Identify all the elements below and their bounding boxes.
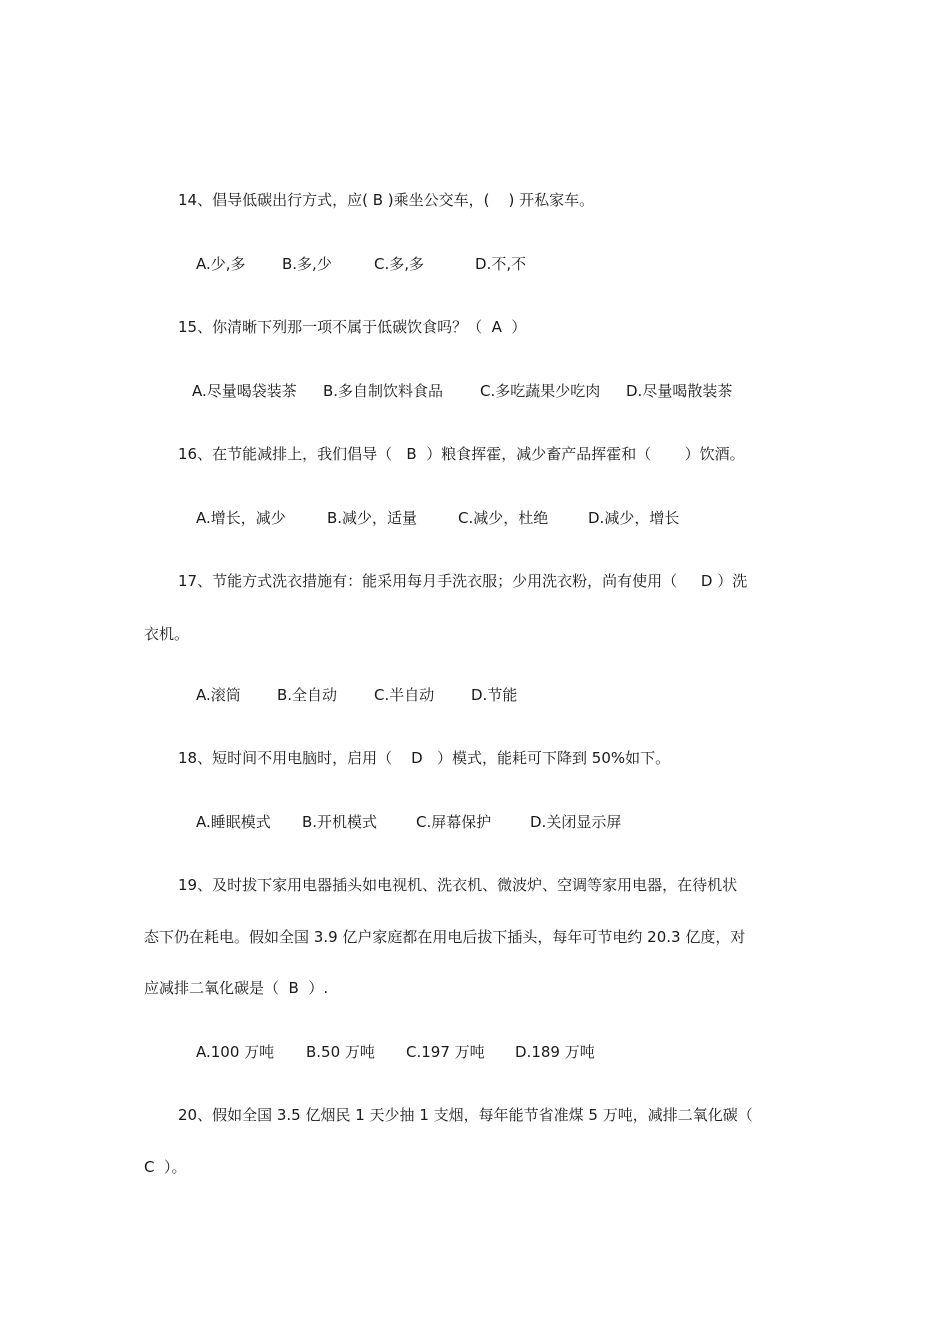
question-14-text: 14、倡导低碳出行方式，应( B )乘坐公交车，( ) 开私家车。 — [178, 191, 595, 209]
question-18-option-d: D.关闭显示屏 — [530, 813, 622, 831]
question-19-option-a: A.100 万吨 — [196, 1043, 275, 1061]
question-16-option-a: A.增长，减少 — [196, 509, 286, 527]
question-15-option-d: D.尽量喝散装茶 — [626, 382, 733, 400]
question-14-option-c: C.多,多 — [374, 255, 425, 273]
question-20-text: 20、假如全国 3.5 亿烟民 1 天少抽 1 支烟，每年能节省准煤 5 万吨，减排二氧化碳（ — [178, 1106, 753, 1124]
question-20-text-continued: C ）。 — [144, 1158, 187, 1176]
question-17-text-continued: 衣机。 — [144, 625, 190, 643]
question-17-option-c: C.半自动 — [374, 686, 435, 704]
question-19-option-b: B.50 万吨 — [306, 1043, 375, 1061]
question-14-option-b: B.多,少 — [282, 255, 332, 273]
question-18-option-a: A.睡眠模式 — [196, 813, 271, 831]
question-18-option-b: B.开机模式 — [302, 813, 378, 831]
question-19-text-continued-1: 态下仍在耗电。假如全国 3.9 亿户家庭都在用电后拔下插头，每年可节电约 20.3 亿度，对 — [144, 928, 746, 946]
question-19-text: 19、及时拔下家用电器插头如电视机、洗衣机、微波炉、空调等家用电器，在待机状 — [178, 876, 738, 894]
question-15-option-b: B.多自制饮料食品 — [323, 382, 444, 400]
question-14-option-a: A.少,多 — [196, 255, 246, 273]
question-17-option-a: A.滚筒 — [196, 686, 241, 704]
question-19-text-continued-2: 应减排二氧化碳是（ B ）. — [144, 979, 329, 997]
question-16-option-d: D.减少，增长 — [588, 509, 680, 527]
question-14-option-d: D.不,不 — [475, 255, 527, 273]
question-15-option-c: C.多吃蔬果少吃肉 — [480, 382, 601, 400]
question-15-option-a: A.尽量喝袋装茶 — [192, 382, 297, 400]
question-16-text: 16、在节能减排上，我们倡导（ B ）粮食挥霍，减少畜产品挥霍和（ ）饮酒。 — [178, 445, 745, 463]
question-15-text: 15、你清晰下列那一项不属于低碳饮食吗？（ A ） — [178, 318, 527, 336]
question-17-text: 17、节能方式洗衣措施有：能采用每月手洗衣服；少用洗衣粉，尚有使用（ D ）洗 — [178, 572, 748, 590]
question-16-option-b: B.减少，适量 — [327, 509, 418, 527]
question-17-option-b: B.全自动 — [277, 686, 338, 704]
question-18-text: 18、短时间不用电脑时，启用（ D ）模式，能耗可下降到 50%如下。 — [178, 749, 671, 767]
question-19-option-c: C.197 万吨 — [406, 1043, 485, 1061]
question-19-option-d: D.189 万吨 — [515, 1043, 595, 1061]
question-16-option-c: C.减少，杜绝 — [458, 509, 549, 527]
question-18-option-c: C.屏幕保护 — [416, 813, 492, 831]
question-17-option-d: D.节能 — [471, 686, 518, 704]
